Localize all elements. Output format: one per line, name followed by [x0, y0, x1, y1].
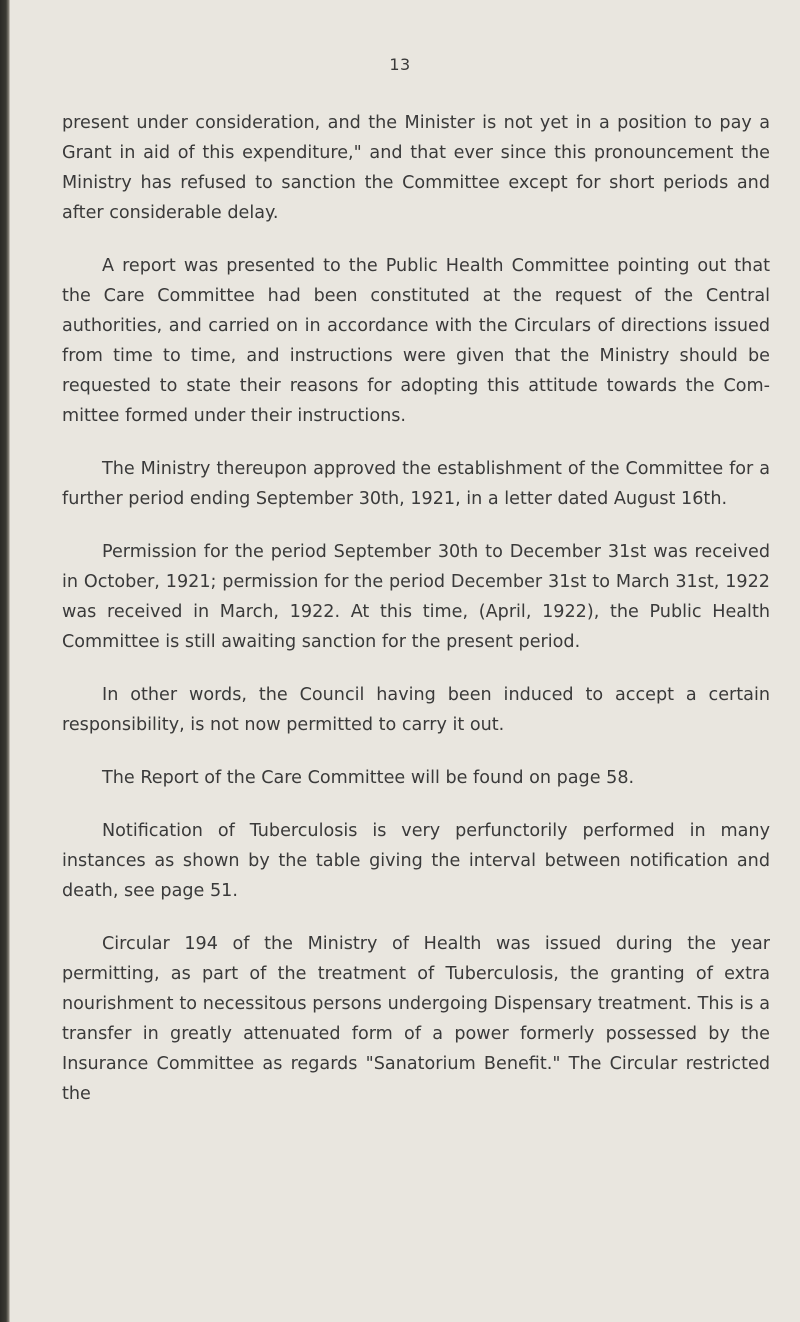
paragraph-continued: present under consideration, and the Minister is not yet in a position to pay a Grant in aid of this expenditure," and that ever since this pronouncement the Ministry has refused to sanction the Committee except for short periods and after considerable delay. [62, 113, 770, 223]
paragraph-council-responsibility: In other words, the Council having been induced to accept a certain responsibility, is not now permitted to carry it out. [62, 685, 770, 735]
body-text [62, 108, 770, 1132]
paragraph-circular-194: Circular 194 of the Ministry of Health was issued during the year permitting, as part of the treatment of Tuberculosis, the granting of extra nourishment to necessitous persons undergoing Dispensary treatment. This is a transfer in greatly attenuated form of a power formerly possessed by the Insurance Committee as regards "Sanatorium Benefit." The Circular restricted the [62, 934, 770, 1104]
paragraph-ministry-approval: The Ministry thereupon approved the establishment of the Committee for a further period ending September 30th, 1921, in a letter dated August 16th. [62, 459, 770, 509]
paragraph-care-committee-report: The Report of the Care Committee will be found on page 58. [102, 768, 635, 788]
page-binding-edge [0, 0, 10, 1322]
page-number: 13 [389, 55, 411, 74]
paragraph-public-health-report: A report was presented to the Public Health Committee pointing out that the Care Committee had been constituted at the request of the Central authorities, and carried on in accordance with the Circulars of directions issued from time to time, and instructions were given that the Ministry should be requested to state their reasons for adopting this attitude towards the Committee formed under their instructions. [62, 256, 770, 426]
paragraph-notification: Notification of Tuberculosis is very perfunctorily performed in many instances as shown by the table giving the interval between notification and death, see page 51. [62, 821, 770, 901]
paragraph-permission-periods: Permission for the period September 30th to December 31st was received in October, 1921; permission for the period December 31st to March 31st, 1922 was received in March, 1922. At this time, (April, 1922), the Public Health Committee is still awaiting sanction for the present period. [62, 542, 770, 652]
